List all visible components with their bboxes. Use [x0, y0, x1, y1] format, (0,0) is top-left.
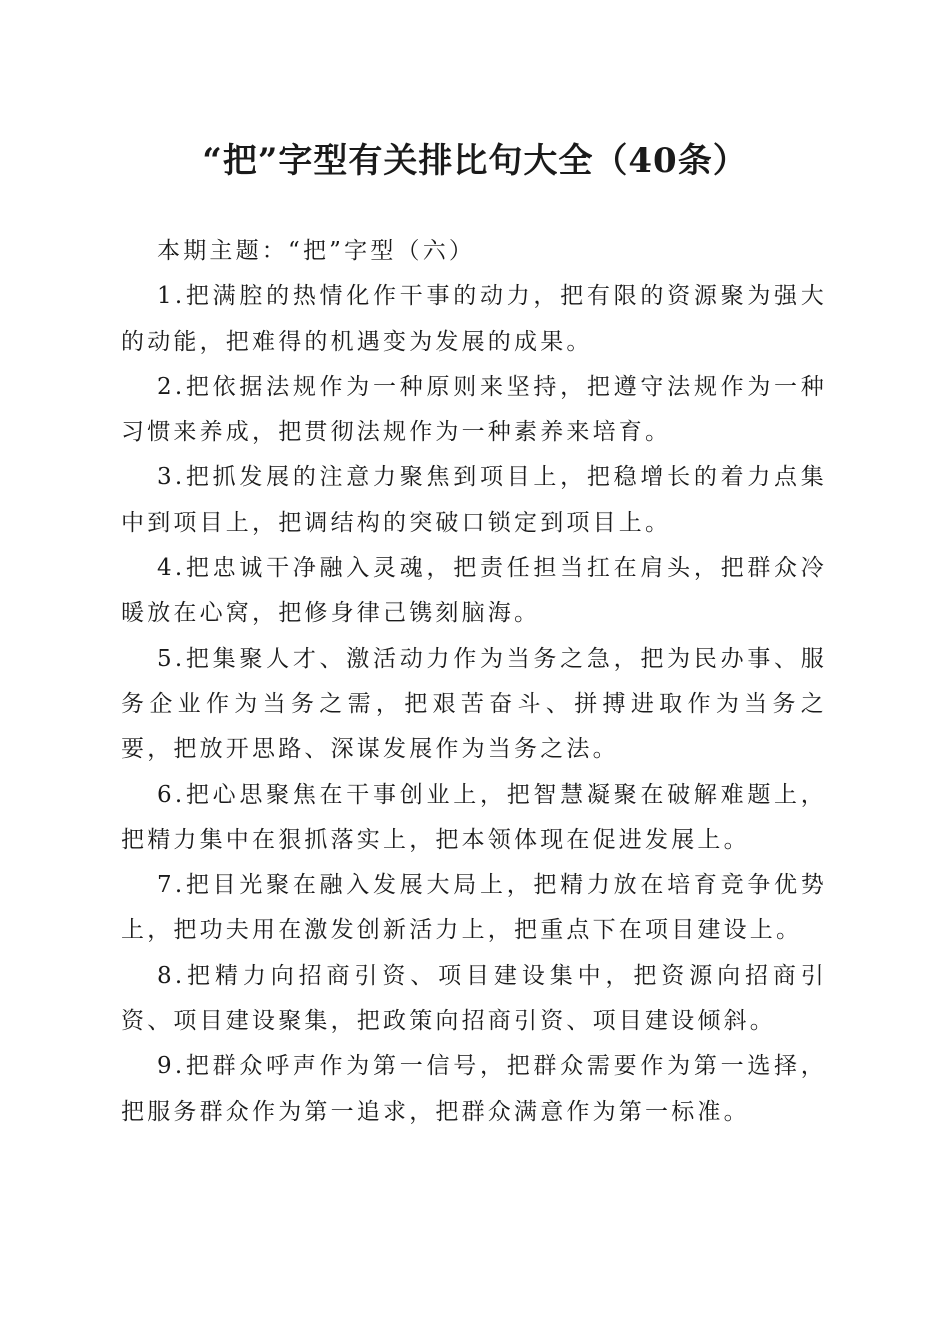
list-item: 4.把忠诚干净融入灵魂，把责任担当扛在肩头，把群众冷暖放在心窝，把修身律己镌刻脑海。 [121, 555, 827, 627]
intro-line: 本期主题：“把”字型（六） [157, 238, 476, 264]
list-item: 3.把抓发展的注意力聚焦到项目上，把稳增长的着力点集中到项目上，把调结构的突破口锁定到项目上。 [121, 464, 827, 536]
list-item: 7.把目光聚在融入发展大局上，把精力放在培育竞争优势上，把功夫用在激发创新活力上，把重点下在项目建设上。 [121, 872, 827, 944]
list-item: 9.把群众呼声作为第一信号，把群众需要作为第一选择，把服务群众作为第一追求，把群众满意作为第一标准。 [121, 1053, 827, 1125]
document-body [121, 229, 827, 1135]
document-title: “把”字型有关排比句大全（40条） [202, 141, 748, 181]
list-item: 8.把精力向招商引资、项目建设集中，把资源向招商引资、项目建设聚集，把政策向招商引资、项目建设倾斜。 [121, 962, 827, 1035]
list-item: 1.把满腔的热情化作干事的动力，把有限的资源聚为强大的动能，把难得的机遇变为发展的成果。 [121, 283, 827, 355]
list-item: 5.把集聚人才、激活动力作为当务之急，把为民办事、服务企业作为当务之需，把艰苦奋斗、拼搏进取作为当务之要，把放开思路、深谋发展作为当务之法。 [121, 645, 827, 763]
list-item: 2.把依据法规作为一种原则来坚持，把遵守法规作为一种习惯来养成，把贯彻法规作为一种素养来培育。 [121, 373, 827, 446]
list-item: 6.把心思聚焦在干事创业上，把智慧凝聚在破解难题上，把精力集中在狠抓落实上，把本领体现在促进发展上。 [121, 781, 827, 853]
